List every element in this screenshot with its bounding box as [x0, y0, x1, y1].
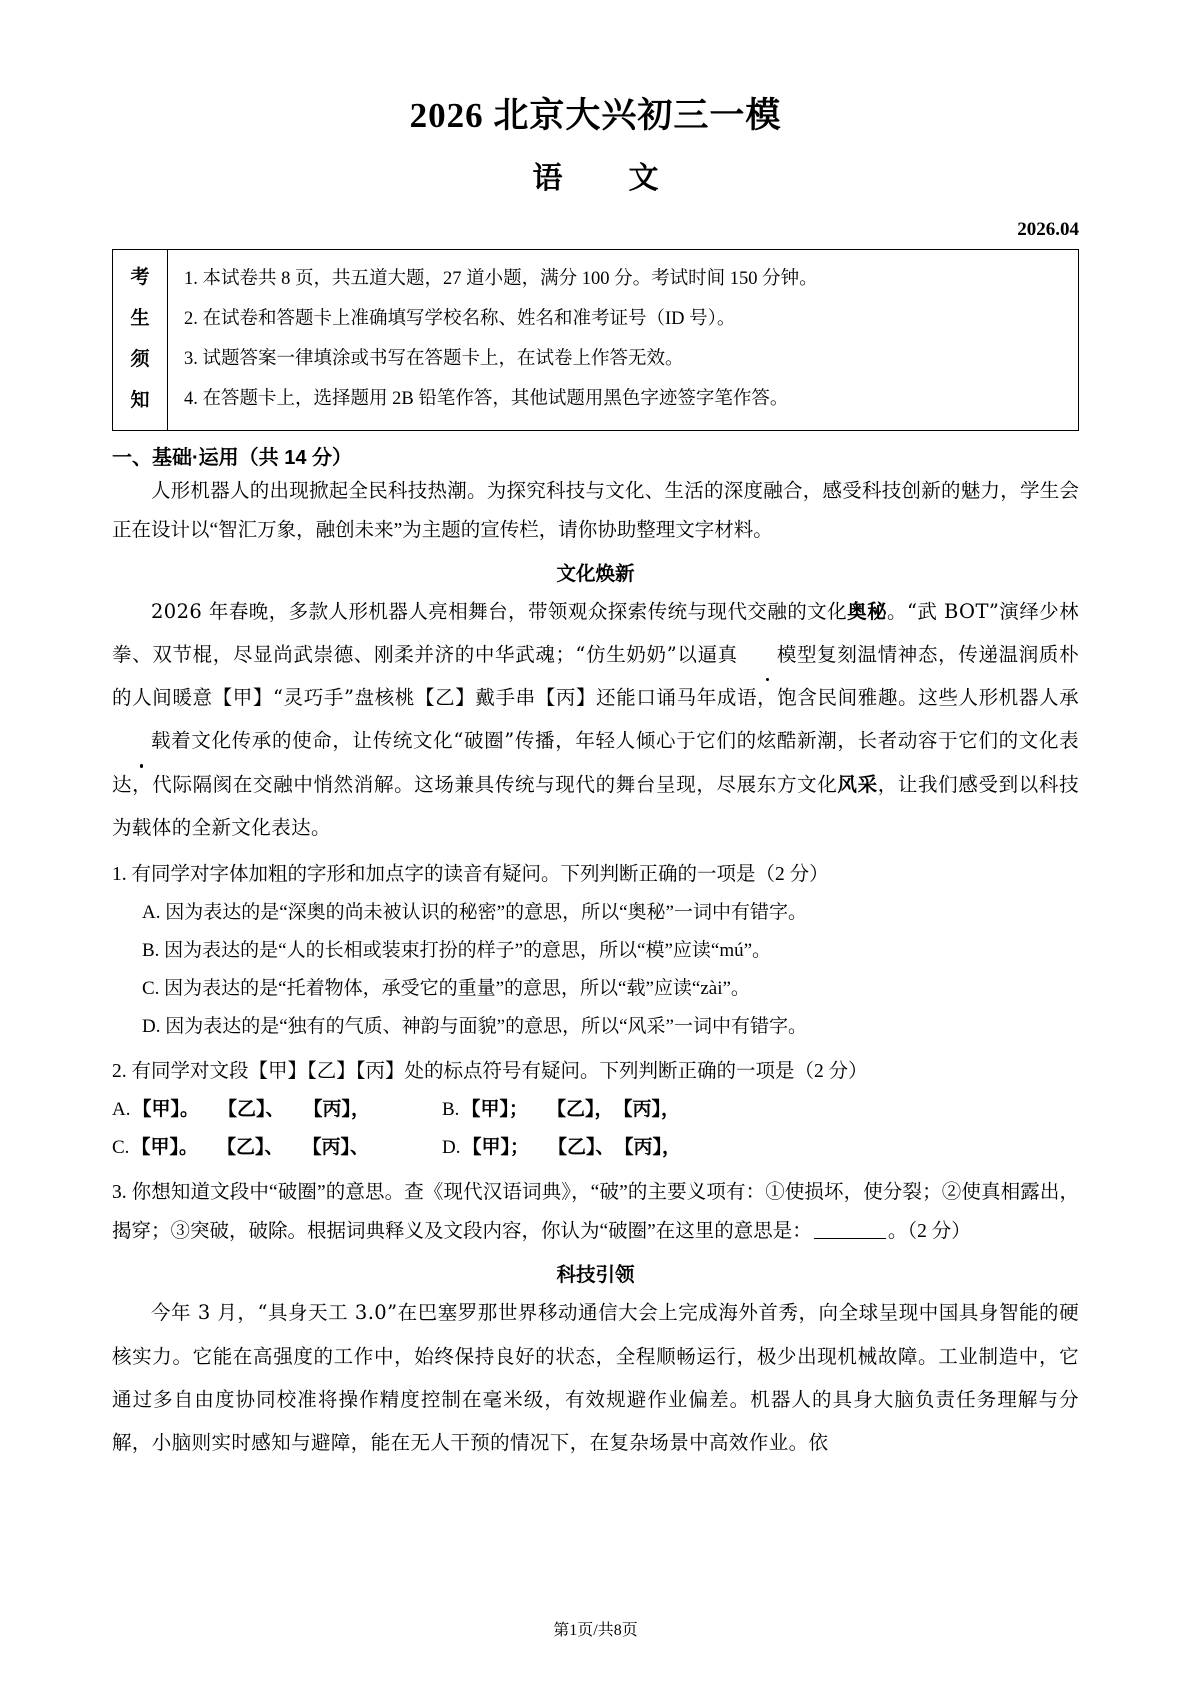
subsection-heading-culture: 文化焕新: [556, 562, 635, 585]
question-1-choice-a[interactable]: A. 因为表达的是“深奥的尚未被认识的秘密”的意思，所以“奥秘”一词中有错字。: [142, 902, 807, 924]
answer-blank[interactable]: [814, 1238, 886, 1239]
notice-item: 3. 试题答案一律填涂或书写在答题卡上，在试卷上作答无效。: [184, 348, 684, 369]
question-1-choice-d[interactable]: D. 因为表达的是“独有的气质、神韵与面貌”的意思，所以“风采”一词中有错字。: [142, 1016, 807, 1038]
question-2-stem: 2. 有同学对文段【甲】【乙】【丙】处的标点符号有疑问。下列判断正确的一项是（2 分）: [112, 1061, 868, 1083]
question-3-stem: [112, 1173, 1079, 1251]
passage-text: 2026 年春晚，多款人形机器人亮相舞台，带领观众探索传统与现代交融的文化: [151, 599, 848, 623]
choice-tag-a: A.: [112, 1099, 131, 1121]
choice-text-d: 【甲】； 【乙】、 【丙】，: [462, 1137, 681, 1159]
notice-label-char-2: 生: [130, 308, 150, 330]
question-2-row-1: [112, 1091, 1079, 1129]
notice-label-cell: [113, 250, 168, 430]
page-number-label: 第1页/共8页: [553, 1622, 638, 1639]
choice-text-b: 【甲】； 【乙】， 【丙】，: [461, 1099, 680, 1121]
page-footer: [0, 1617, 1191, 1640]
notice-item: 1. 本试卷共 8 页，共五道大题，27 道小题，满分 100 分。考试时间 150 分钟。: [184, 269, 818, 290]
question-1-stem: 1. 有同学对字体加粗的字形和加点字的读音有疑问。下列判断正确的一项是（2 分）: [112, 864, 829, 886]
question-2-choice-d[interactable]: [442, 1129, 681, 1167]
question-2-row-2: [112, 1129, 1079, 1167]
choice-tag-b: B.: [442, 1099, 460, 1121]
notice-item: 2. 在试卷和答题卡上准确填写学校名称、姓名和准考证号（ID 号）。: [184, 309, 736, 330]
question-3-text-before: 3. 你想知道文段中“破圈”的意思。查《现代汉语词典》，“破”的主要义项有：①使损坏，使分裂；②使真相露出，揭穿；③突破，破除。根据词典释义及文段内容，你认为“破圈”在这里的意思是：: [112, 1182, 1079, 1243]
question-1-choice-c[interactable]: C. 因为表达的是“托着物体，承受它的重量”的意思，所以“载”应读“zài”。: [142, 978, 750, 1000]
emphasis-dot-mo: 模: [738, 633, 797, 676]
choice-text-c: 【甲】。 【乙】、 【丙】、: [131, 1137, 369, 1159]
notice-label: [117, 258, 163, 421]
question-2-choice-b[interactable]: [442, 1091, 680, 1129]
emphasis-dot-zai: 载: [112, 719, 171, 762]
passage-technology: 今年 3 月，“具身天工 3.0”在巴塞罗那世界移动通信大会上完成海外首秀，向全球呈现中国具身智能的硬核实力。它能在高强度的工作中，始终保持良好的状态，全程顺畅运行，极少出现机械故障。工业制造中，它通过多自由度协同校准将操作精度控制在毫米级，有效规避作业偏差。机器人的具身大脑负责任务理解与分解，小脑则实时感知与避障，能在无人干预的情况下，在复杂场景中高效作业。依: [112, 1301, 1079, 1455]
choice-tag-c: C.: [112, 1137, 130, 1159]
question-2-choice-c[interactable]: [112, 1129, 442, 1167]
question-3-text-after: 。（2 分）: [887, 1221, 971, 1243]
choice-text-a: 【甲】。 【乙】、 【丙】，: [132, 1099, 370, 1121]
passage-text: ，让我们感受到以科技为载体的全新文化表达。: [112, 772, 1079, 840]
subject-title: 语 文: [532, 162, 677, 196]
bold-term-fengcai: 风采: [837, 772, 878, 796]
exam-date: 2026.04: [1017, 219, 1079, 241]
subsection-heading-technology: 科技引领: [556, 1264, 635, 1287]
passage-culture: [112, 590, 1079, 850]
page-title: 2026 北京大兴初三一模: [409, 96, 782, 135]
passage-text: 。“武 BOT”演绎少林拳、双节棍，尽显尚武崇德、刚柔并济的中华武魂；“仿生奶奶”以逼真: [112, 599, 1079, 666]
choice-tag-d: D.: [442, 1137, 461, 1159]
notice-label-char-3: 须: [130, 348, 150, 370]
notice-label-char-1: 考: [130, 267, 150, 289]
question-2-choice-a[interactable]: [112, 1091, 442, 1129]
notice-item: 4. 在答题卡上，选择题用 2B 铅笔作答，其他试题用黑色字迹签字笔作答。: [184, 388, 789, 409]
section-heading-part-one: 一、基础·运用（共 14 分）: [112, 446, 353, 469]
question-1-choice-b[interactable]: B. 因为表达的是“人的长相或装束打扮的样子”的意思，所以“模”应读“mú”。: [142, 940, 772, 962]
passage-text: 着文化传承的使命，让传统文化“破圈”传播，年轻人倾心于它们的炫酷新潮，长者动容于它们的文化表达，代际隔阂在交融中悄然消解。这场兼具传统与现代的舞台呈现，尽展东方文化: [112, 729, 1079, 796]
notice-body-cell: [168, 250, 1079, 430]
intro-paragraph: 人形机器人的出现掀起全民科技热潮。为探究科技与文化、生活的深度融合，感受科技创新的魅力，学生会正在设计以“智汇万象，融创未来”为主题的宣传栏，请你协助整理文字材料。: [112, 480, 1079, 541]
bold-term-aomi: 奥秘: [847, 599, 888, 623]
notice-label-char-4: 知: [130, 389, 150, 411]
passage-text: 型复刻温情神态，传递温润质朴的人间暖意【甲】“灵巧手”盘核桃【乙】戴手串【丙】还能口诵马年成语，饱含民间雅趣。这些人形机器人承: [112, 642, 1079, 710]
candidate-notice-box: [112, 249, 1079, 430]
